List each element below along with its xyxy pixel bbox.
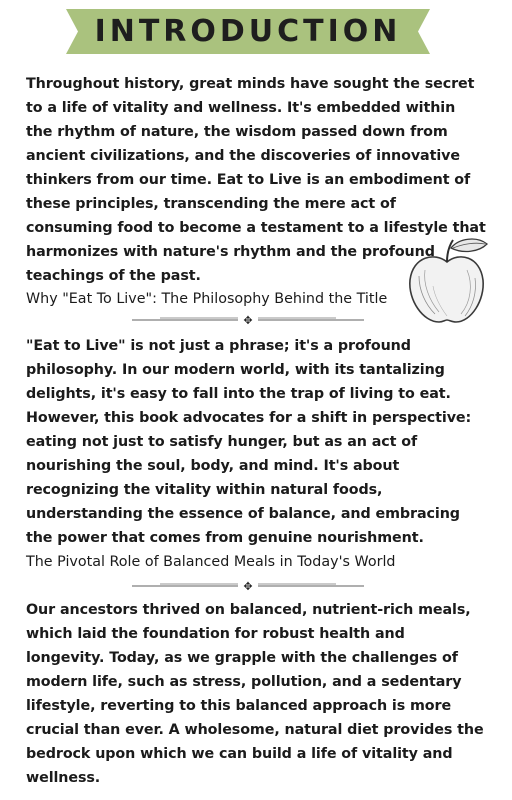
- page-title: INTRODUCTION: [94, 14, 402, 49]
- ornament-glyph: ✥: [243, 580, 253, 592]
- section2-body: Our ancestors thrived on balanced, nutrient-rich meals, which laid the foundation for robust health and longevity. Today, as we grapple with the challenges of modern life, such as stress, pollution, and a sedentary lifestyle, reverting to this balanced approach is more crucial than ever. A wholesome, natural diet provides the bedrock upon which we can build a life of vitality and wellness.: [26, 602, 484, 786]
- title-banner: [66, 9, 430, 54]
- ornament-divider-icon: [130, 580, 366, 592]
- section1-heading: Why "Eat To Live": The Philosophy Behind the Title: [26, 291, 388, 307]
- intro-paragraph: Throughout history, great minds have sought the secret to a life of vitality and wellness. It's embedded within the rhythm of nature, the wisdom passed down from ancient civilizations, and the discoveries of innovative thinkers from our time. Eat to Live is an embodiment of these principles, transcending the mere act of consuming food to become a testament to a lifestyle that harmonizes with nature's rhythm and the profound teachings of the past.: [26, 76, 486, 284]
- section1-divider: [130, 311, 366, 326]
- section2-divider: [130, 577, 366, 592]
- apple-sketch-icon: [405, 236, 489, 326]
- ornament-glyph: ✥: [243, 314, 253, 326]
- section2-heading: The Pivotal Role of Balanced Meals in Today's World: [26, 554, 396, 570]
- section1-body: "Eat to Live" is not just a phrase; it's a profound philosophy. In our modern world, with its tantalizing delights, it's easy to fall into the trap of living to eat. However, this book advocates for a shift in perspective: eating not just to satisfy hunger, but as an act of nourishing the soul, body, and mind. It's about recognizing the vitality within natural foods, understanding the essence of balance, and embracing the power that comes from genuine nourishment.: [26, 338, 472, 546]
- ornament-divider-icon: [130, 314, 366, 326]
